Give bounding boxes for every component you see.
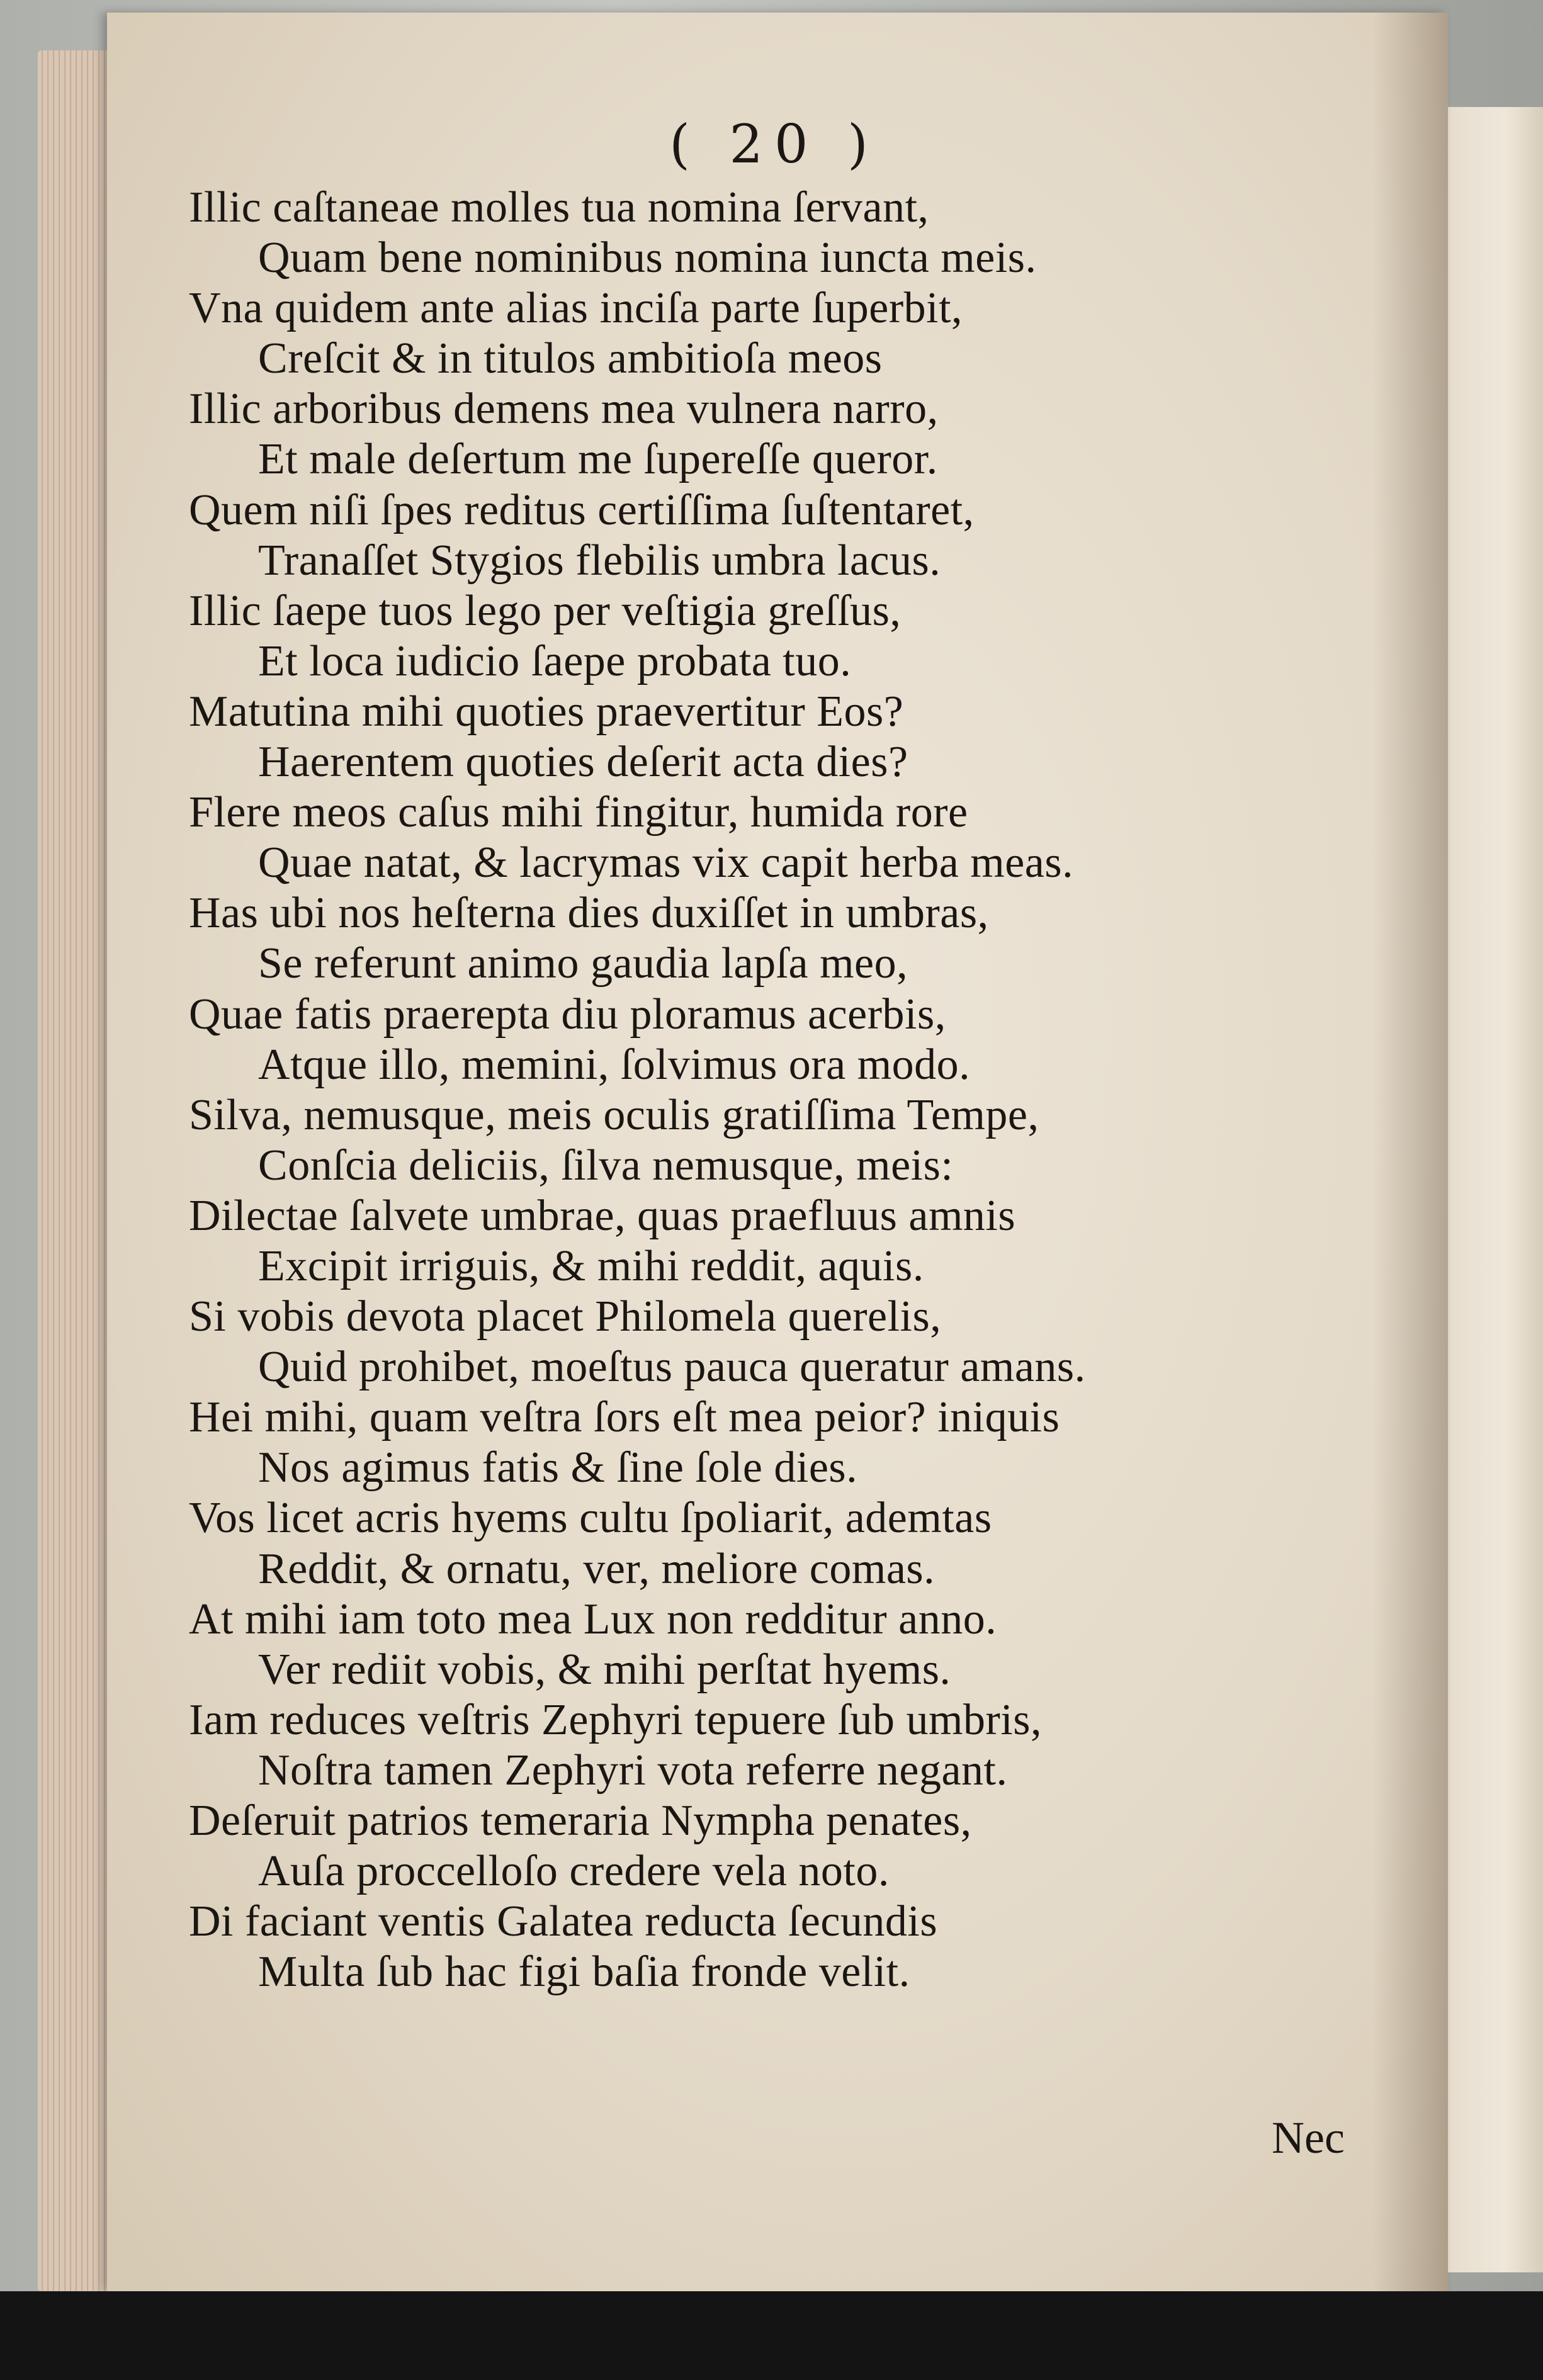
verse-line: Et loca iudicio ſaepe probata tuo. <box>258 636 852 685</box>
verse-line: Tranaſſet Stygios flebilis umbra lacus. <box>258 536 941 585</box>
verse-line: Se referunt animo gaudia lapſa meo, <box>258 939 908 988</box>
verse-line: Si vobis devota placet Philomela querelis, <box>189 1292 942 1341</box>
verse-line: Matutina mihi quoties praevertitur Eos? <box>189 687 904 736</box>
verse-line: Quem niſi ſpes reditus certiſſima ſuſtentaret, <box>189 485 975 534</box>
verse-line: Quae natat, & lacrymas vix capit herba meas. <box>258 838 1074 888</box>
gutter-shadow <box>1372 13 1448 2291</box>
verse-line: Excipit irriguis, & mihi reddit, aquis. <box>258 1241 924 1290</box>
verse-text <box>189 183 1335 1997</box>
verse-line: Hei mihi, quam veſtra ſors eſt mea peior? iniquis <box>189 1393 1060 1442</box>
verse-line: Illic ſaepe tuos lego per veſtigia greſſus, <box>189 586 901 635</box>
verse-line: Has ubi nos heſterna dies duxiſſet in umbras, <box>189 889 989 938</box>
verse-line: Atque illo, memini, ſolvimus ora modo. <box>258 1040 971 1089</box>
verse-line: Quam bene nominibus nomina iuncta meis. <box>258 234 1037 283</box>
verse-line: Dilectae ſalvete umbrae, quas praefluus amnis <box>189 1191 1016 1240</box>
verse-line: Quae fatis praerepta diu ploramus acerbis, <box>189 990 946 1039</box>
verse-line: Vna quidem ante alias inciſa parte ſuperbit, <box>189 284 963 333</box>
verse-line: Vos licet acris hyems cultu ſpoliarit, ademtas <box>189 1494 992 1543</box>
verse-line: Silva, nemusque, meis oculis gratiſſima Tempe, <box>189 1090 1039 1139</box>
verse-line: Noſtra tamen Zephyri vota referre negant. <box>258 1746 1008 1795</box>
verse-line: Ver rediit vobis, & mihi perſtat hyems. <box>258 1645 951 1694</box>
verse-line: Di faciant ventis Galatea reducta ſecundis <box>189 1897 938 1946</box>
verse-line: Quid prohibet, moeſtus pauca queratur amans. <box>258 1343 1086 1392</box>
verse-line: Creſcit & in titulos ambitioſa meos <box>258 334 883 383</box>
page-number: ( 20 ) <box>669 113 879 175</box>
verse-line: Reddit, & ornatu, ver, meliore comas. <box>258 1544 935 1593</box>
verse-line: At mihi iam toto mea Lux non redditur anno. <box>189 1594 997 1644</box>
verse-line: Iam reduces veſtris Zephyri tepuere ſub umbris, <box>189 1695 1043 1744</box>
verse-line: Multa ſub hac figi baſia fronde velit. <box>258 1948 910 1997</box>
verse-line: Illic arboribus demens mea vulnera narro, <box>189 385 939 434</box>
verse-line: Illic caſtaneae molles tua nomina ſervant, <box>189 183 929 232</box>
bottom-edge <box>0 2291 1543 2380</box>
verse-line: Et male deſertum me ſupereſſe queror. <box>258 435 938 484</box>
verse-line: Haerentem quoties deſerit acta dies? <box>258 738 908 787</box>
verse-line: Flere meos caſus mihi fingitur, humida rore <box>189 788 968 837</box>
facing-page-bleedthrough <box>1448 189 1542 2077</box>
catchword: Nec <box>1272 2112 1345 2163</box>
verse-line: Nos agimus fatis & ſine ſole dies. <box>258 1443 858 1492</box>
verse-line: Deſeruit patrios temeraria Nympha penates, <box>189 1796 972 1845</box>
verse-line: Conſcia deliciis, ſilva nemusque, meis: <box>258 1141 954 1190</box>
verse-line: Auſa proccelloſo credere vela noto. <box>258 1847 890 1896</box>
